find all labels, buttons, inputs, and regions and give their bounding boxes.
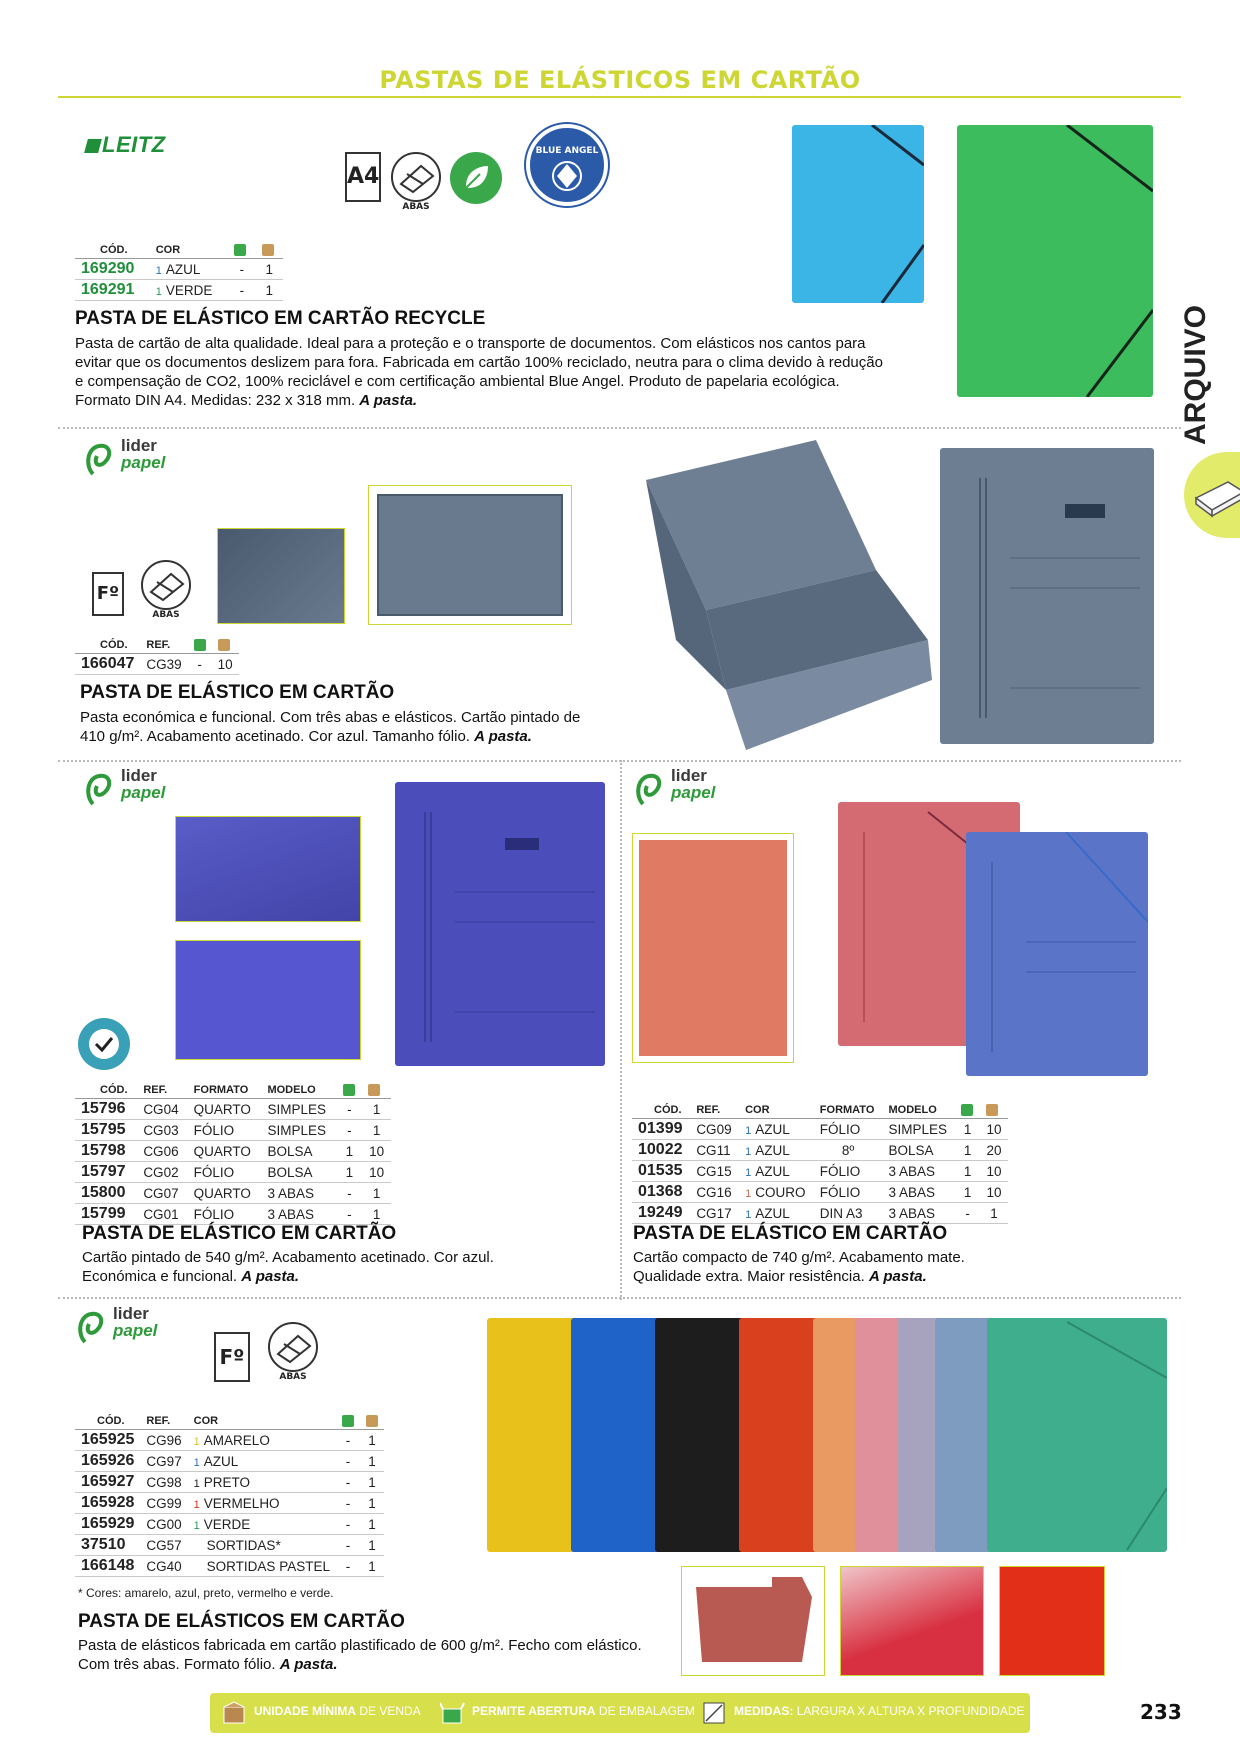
- section-divider: [58, 1297, 1181, 1299]
- folder-light-blue: [935, 1318, 995, 1552]
- a4-format-icon: A4: [345, 152, 381, 202]
- eco-leaf-icon: [450, 152, 502, 204]
- table-row: 165927 CG98 1 PRETO - 1: [75, 1472, 384, 1493]
- box-unit-icon: [366, 1415, 378, 1427]
- folder-yellow: [487, 1318, 577, 1552]
- box-unit-icon: [368, 1084, 380, 1096]
- page-title: PASTAS DE ELÁSTICOS EM CARTÃO: [379, 66, 861, 94]
- folder-green: [987, 1318, 1167, 1552]
- liderpapel-logo: lider papel: [83, 436, 193, 480]
- legend-bar: [210, 1693, 1030, 1733]
- quality-seal: [78, 1018, 130, 1070]
- liderpapel-mark-icon: [83, 768, 117, 808]
- product-thumb-pocket: [175, 816, 361, 922]
- product-title: PASTA DE ELÁSTICO EM CARTÃO: [80, 682, 395, 703]
- leitz-mark-icon: [84, 139, 102, 153]
- table-row: 165928 CG99 1 VERMELHO - 1: [75, 1493, 384, 1514]
- product-description: Pasta de elásticos fabricada em cartão plastificado de 600 g/m². Fecho com elástico. Com três abas. Formato fólio. A pasta.: [78, 1637, 642, 1673]
- dimensions-icon: [702, 1701, 728, 1728]
- folio-format-icon: Fº: [92, 572, 124, 616]
- open-package-icon: [961, 1104, 973, 1116]
- product-image-blue-folder-a3: [966, 832, 1148, 1076]
- spec-table-740: CÓD. REF. COR FORMATO MODELO 01399 CG09 1 AZUL FÓLIO SIMPLES 1 10 10022 CG11 1 AZUL 8º BOLSA 1 20 01535 CG15 1 AZUL FÓLIO 3 ABAS 1 10 01368 CG16 1 COURO FÓLIO 3 ABAS 1 10 19249 CG17 1 AZUL DIN A3 3 ABAS - 1: [632, 1103, 1008, 1224]
- table-row: 01368 CG16 1 COURO FÓLIO 3 ABAS 1 10: [632, 1182, 1008, 1203]
- table-row: 15800 CG07 QUARTO 3 ABAS - 1: [75, 1183, 391, 1204]
- product-image-closed-folder: [940, 448, 1154, 744]
- color-footnote: * Cores: amarelo, azul, preto, vermelho e verde.: [78, 1586, 334, 1600]
- header-rule: [58, 96, 1181, 98]
- table-row: 166148 CG40 SORTIDAS PASTEL - 1: [75, 1556, 384, 1577]
- section-divider: [58, 427, 1181, 429]
- open-package-icon: [342, 1415, 354, 1427]
- product-title: PASTA DE ELÁSTICOS EM CARTÃO: [78, 1611, 405, 1632]
- product-thumb-unfolded: [681, 1566, 825, 1676]
- side-tab-icon-bg: [1184, 452, 1240, 538]
- blue-angel-emblem-icon: [547, 158, 587, 194]
- page-number: 233: [1140, 1700, 1182, 1724]
- open-package-icon: [234, 244, 246, 256]
- open-package-icon: [194, 639, 206, 651]
- open-package-icon: [343, 1084, 355, 1096]
- product-thumb-salmon: [632, 833, 794, 1063]
- table-row: 15796 CG04 QUARTO SIMPLES - 1: [75, 1099, 391, 1120]
- legend-opening: PERMITE ABERTURA DE EMBALAGEM: [472, 1704, 695, 1718]
- liderpapel-logo: lider papel: [75, 1304, 185, 1348]
- liderpapel-mark-icon: [75, 1306, 109, 1346]
- col-header-color: COR: [150, 243, 228, 259]
- product-image-open-folder: [636, 440, 932, 750]
- abas-icon: ABAS: [265, 1322, 321, 1386]
- abas-icon: ABAS: [388, 152, 444, 216]
- abas-icon: ABAS: [138, 560, 194, 624]
- product-description: Pasta de cartão de alta qualidade. Ideal para a proteção e o transporte de documentos. Com elásticos nos cantos para evitar que os documentos deslizem para fora. Fabricada em cartão 100% reciclado, neutra para o clima devido à redução e compensação de CO2, 100% reciclável e com certificação ambiental Blue Angel. Produto de papelaria ecológica. Formato DIN A4. Medidas: 232 x 318 mm. A pasta.: [75, 335, 883, 409]
- product-title: PASTA DE ELÁSTICO EM CARTÃO RECYCLE: [75, 308, 486, 329]
- spec-table-recycle: [75, 243, 283, 301]
- table-row: 165925 CG96 1 AMARELO - 1: [75, 1430, 384, 1451]
- folder-red: [739, 1318, 819, 1552]
- liderpapel-logo: lider papel: [83, 766, 193, 810]
- box-unit-icon: [222, 1701, 248, 1728]
- table-row: 37510 CG57 SORTIDAS* - 1: [75, 1535, 384, 1556]
- product-description: Pasta económica e funcional. Com três abas e elásticos. Cartão pintado de 410 g/m². Acabamento acetinado. Cor azul. Tamanho fólio. A pasta.: [80, 709, 581, 745]
- archive-box-icon: [1188, 464, 1240, 524]
- spec-table-540: CÓD. REF. FORMATO MODELO 15796 CG04 QUARTO SIMPLES - 1 15795 CG03 FÓLIO SIMPLES - 1 15798 CG06 QUARTO BOLSA 1 10 15797 CG02 FÓLIO BOLSA 1 10 15800 CG07 QUARTO 3 ABAS - 1 15799 CG01 FÓLIO 3 ABAS - 1: [75, 1083, 391, 1225]
- box-unit-icon: [262, 244, 274, 256]
- open-package-icon: [440, 1701, 466, 1728]
- liderpapel-mark-icon: [83, 438, 117, 478]
- table-row: 10022 CG11 1 AZUL 8º BOLSA 1 20: [632, 1140, 1008, 1161]
- leitz-logo: LEITZ: [86, 132, 166, 158]
- product-image-color-range: [487, 1318, 1167, 1554]
- product-title: PASTA DE ELÁSTICO EM CARTÃO: [633, 1223, 948, 1244]
- product-title: PASTA DE ELÁSTICO EM CARTÃO: [82, 1223, 397, 1244]
- table-row: 165926 CG97 1 AZUL - 1: [75, 1451, 384, 1472]
- blue-angel-seal: BLUE ANGEL: [526, 124, 608, 206]
- product-image-blue-folder: [792, 125, 924, 303]
- liderpapel-logo: lider papel: [633, 766, 743, 810]
- box-unit-icon: [986, 1104, 998, 1116]
- legend-unit: UNIDADE MÍNIMA DE VENDA: [254, 1704, 421, 1718]
- table-row: 169291 1 VERDE - 1: [75, 280, 283, 301]
- product-image-green-folder: [957, 125, 1153, 397]
- spec-table-plastified: CÓD. REF. COR 165925 CG96 1 AMARELO - 1 165926 CG97 1 AZUL - 1 165927 CG98 1 PRETO - 1 165928 CG99 1 VERMELHO - 1 165929 CG00 1 VERDE - 1 37510 CG57 SORTIDAS* - 1 166148 CG40 SORTIDAS PASTEL - 1: [75, 1414, 384, 1577]
- folder-black: [655, 1318, 745, 1552]
- folio-format-icon: Fº: [214, 1332, 250, 1382]
- table-row: 15799 CG01 FÓLIO 3 ABAS - 1: [75, 1204, 391, 1225]
- table-row: 15798 CG06 QUARTO BOLSA 1 10: [75, 1141, 391, 1162]
- liderpapel-mark-icon: [633, 768, 667, 808]
- table-row: 165929 CG00 1 VERDE - 1: [75, 1514, 384, 1535]
- legend-dimensions: MEDIDAS: LARGURA X ALTURA X PROFUNDIDADE: [734, 1704, 1025, 1718]
- table-row: 166047 CG39 - 10: [75, 654, 239, 675]
- column-divider: [620, 760, 622, 1300]
- table-row: 15795 CG03 FÓLIO SIMPLES - 1: [75, 1120, 391, 1141]
- table-row: 15797 CG02 FÓLIO BOLSA 1 10: [75, 1162, 391, 1183]
- product-description: Cartão compacto de 740 g/m². Acabamento mate. Qualidade extra. Maior resistência. A pasta.: [633, 1249, 965, 1285]
- box-unit-icon: [218, 639, 230, 651]
- spec-table-cg39: CÓD. REF. 166047 CG39 - 10: [75, 638, 239, 675]
- product-image-blue-folio: [395, 782, 605, 1066]
- product-thumb-red-open: [840, 1566, 984, 1676]
- col-header-code: CÓD.: [75, 243, 150, 259]
- table-row: 19249 CG17 1 AZUL DIN A3 3 ABAS - 1: [632, 1203, 1008, 1224]
- product-thumb-corner: [217, 528, 345, 624]
- side-tab-label: ARQUIVO: [1179, 304, 1212, 446]
- product-description: Cartão pintado de 540 g/m². Acabamento acetinado. Cor azul. Económica e funcional. A pasta.: [82, 1249, 494, 1285]
- table-row: 01399 CG09 1 AZUL FÓLIO SIMPLES 1 10: [632, 1119, 1008, 1140]
- product-thumb-red-corner: [999, 1566, 1105, 1676]
- product-thumb-open-blue: [175, 940, 361, 1060]
- check-icon: [78, 1018, 130, 1070]
- product-thumb-open: [368, 485, 572, 625]
- folder-blue: [571, 1318, 661, 1552]
- table-row: 169290 1 AZUL - 1: [75, 259, 283, 280]
- table-row: 01535 CG15 1 AZUL FÓLIO 3 ABAS 1 10: [632, 1161, 1008, 1182]
